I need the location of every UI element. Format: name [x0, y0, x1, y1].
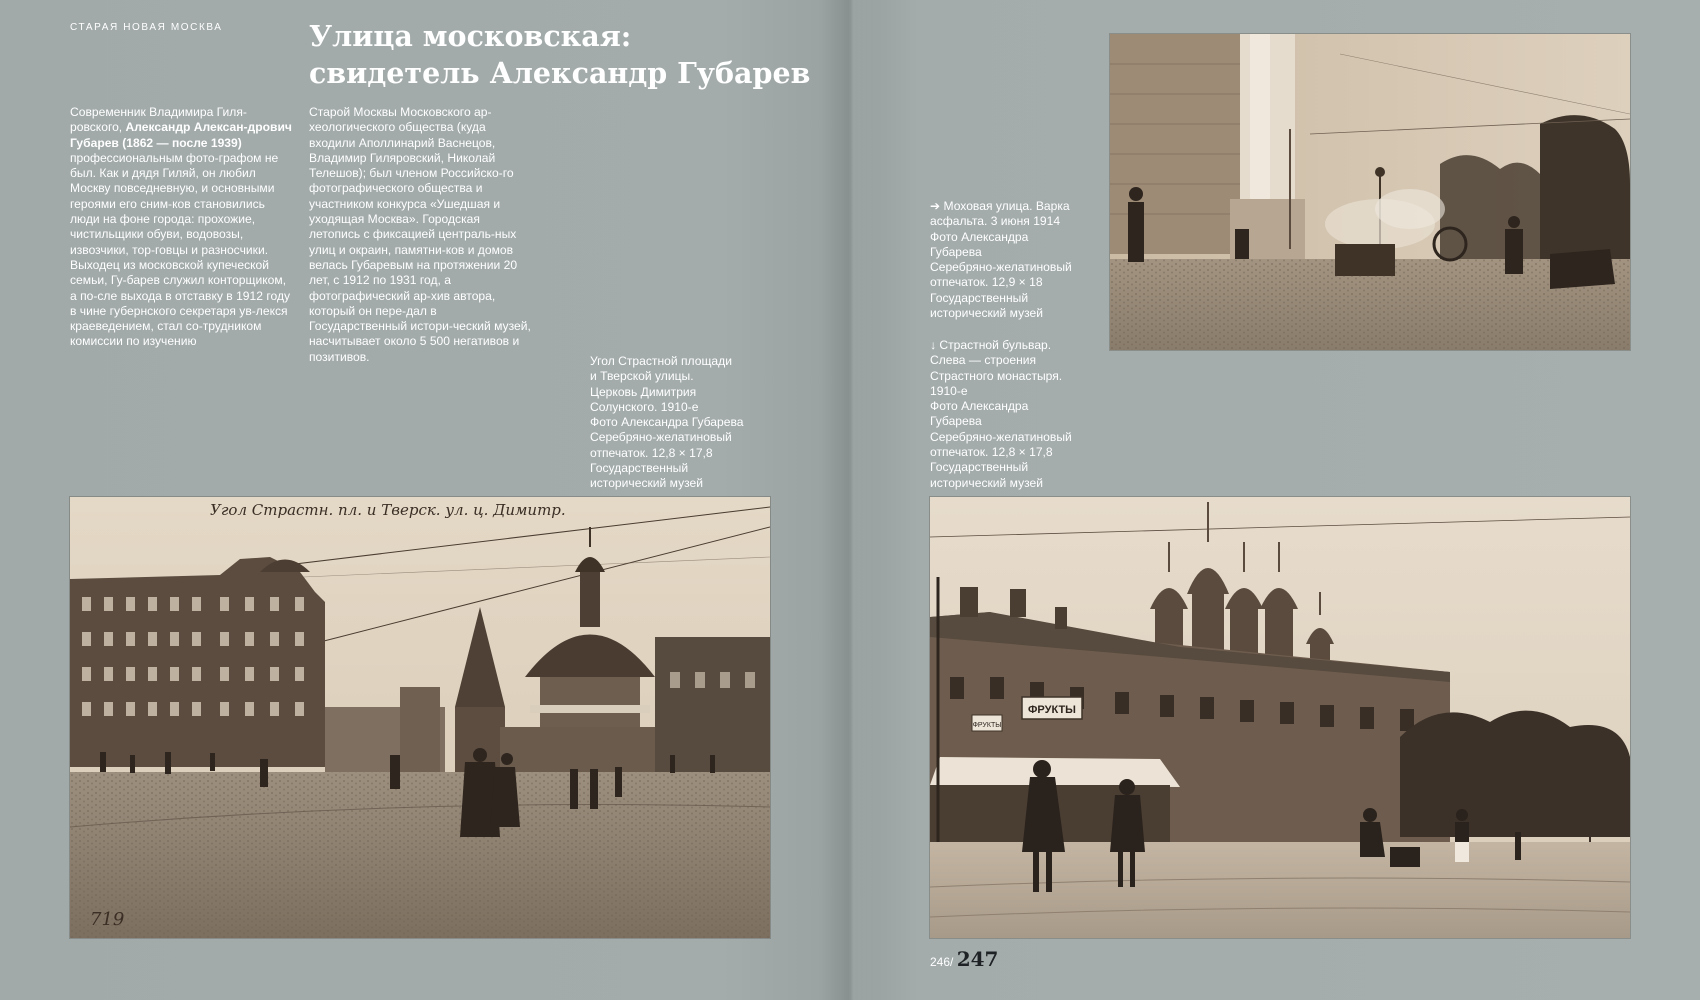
caption-line: исторический музей	[930, 306, 1044, 321]
caption-mokhovaya	[930, 199, 1100, 321]
caption-line: Государственный	[930, 460, 1029, 475]
book-gutter	[820, 0, 880, 1000]
photo-archive-number: 719	[90, 909, 125, 930]
caption-line: исторический музей	[930, 475, 1044, 490]
column1-intro: Современник Владимира Гиля-ровского,	[70, 105, 247, 135]
photo-strastnoy-boulevard	[930, 497, 1630, 938]
caption-line: отпечаток. 12,9 × 18	[930, 275, 1043, 290]
caption-line: Фото Александра Губарева	[590, 415, 744, 430]
photo-strastnaya-square-image	[70, 497, 770, 938]
title-line-1: Улица московская:	[309, 19, 632, 53]
caption-line: Губарева	[930, 244, 982, 259]
page-number-left: 246	[930, 955, 951, 969]
caption-strastnoy	[930, 338, 1100, 491]
caption-line: Церковь Димитрия	[590, 384, 697, 399]
caption-line: отпечаток. 12,8 × 17,8	[590, 445, 713, 460]
caption-line: асфальта. 3 июня 1914	[930, 214, 1061, 229]
caption-line: Угол Страстной площади	[590, 354, 732, 368]
caption-line: Государственный	[930, 290, 1029, 305]
caption-line: Фото Александра	[930, 399, 1029, 414]
caption-street-corner	[590, 354, 780, 492]
caption-line: Серебряно-желатиновый	[590, 430, 732, 445]
running-head: СТАРАЯ НОВАЯ МОСКВА	[70, 22, 223, 33]
caption-line: Страстного монастыря.	[930, 368, 1063, 383]
caption-line: 1910-е	[930, 383, 968, 398]
shop-sign-fruits-small: ФРУКТЫ	[972, 722, 1002, 729]
body-column-2: Старой Москвы Московского ар-хеологического общества (куда входили Аполлинарий Васнецов, Владимир Гиляровский, Николай Телешов); был членом Российско-го фотографического общества и участником конкурса «Ушедшая и уходящая Москва». Городская летопись с фиксацией централь-ных улиц и окраин, памятни-ков и домов велась Губаревым на протяжении 20 лет, с 1912 по 1931 год, а фотографический ар-хив автора, который он пере-дал в Государственный истори-ческий музей, насчитывает около 5 500 негативов и позитивов.	[309, 105, 531, 364]
page-number-right: 247	[956, 947, 999, 971]
caption-line: отпечаток. 12,8 × 17,8	[930, 445, 1053, 460]
photo-handwritten-inscription: Угол Страстн. пл. и Тверск. ул. ц. Димитр.	[210, 501, 566, 519]
caption-line: Губарева	[930, 414, 982, 429]
caption-line: исторический музей	[590, 476, 704, 491]
caption-line: Серебряно-желатиновый	[930, 260, 1072, 275]
caption-line: Фото Александра	[930, 229, 1029, 244]
photo-strastnaya-square	[70, 497, 770, 938]
photo-mokhovaya-street	[1110, 34, 1630, 350]
body-column-1	[70, 105, 292, 350]
column1-rest: профессиональным фото-графом не был. Как и дядя Гиляй, он любил Москву повседневную, и основными героями его сним-ков становились люди на фоне города: прохожие, чистильщики обуви, водовозы, извозчики, тор-говцы и разносчики. Выходец из московской купеческой семьи, Гу-барев служил конторщиком, а по-сле выхода в отставку в 1912 году в чине губернского секретаря ув-лекся краеведением, стал со-трудником комиссии по изучению	[70, 150, 291, 349]
shop-sign-fruits: ФРУКТЫ	[1028, 704, 1076, 716]
caption-line: Слева — строения	[930, 353, 1037, 368]
caption-line: Государственный	[590, 461, 689, 476]
page-title	[309, 18, 839, 92]
caption-line: и Тверской улицы.	[590, 369, 694, 384]
caption-line: Солунского. 1910-е	[590, 399, 699, 414]
column1-bold-name: Александр Алексан-дрович Губарев (1862 — после 1939)	[70, 120, 292, 150]
page-number-separator: /	[950, 955, 957, 969]
photo-mokhovaya-street-image	[1110, 34, 1630, 350]
caption-line: ↓ Страстной бульвар.	[930, 338, 1052, 352]
caption-line: Серебряно-желатиновый	[930, 429, 1072, 444]
caption-line: ➔ Моховая улица. Варка	[930, 199, 1070, 213]
photo-strastnoy-boulevard-image	[930, 497, 1630, 938]
title-line-2: свидетель Александр Губарев	[309, 56, 811, 90]
page-numbers	[930, 947, 998, 971]
